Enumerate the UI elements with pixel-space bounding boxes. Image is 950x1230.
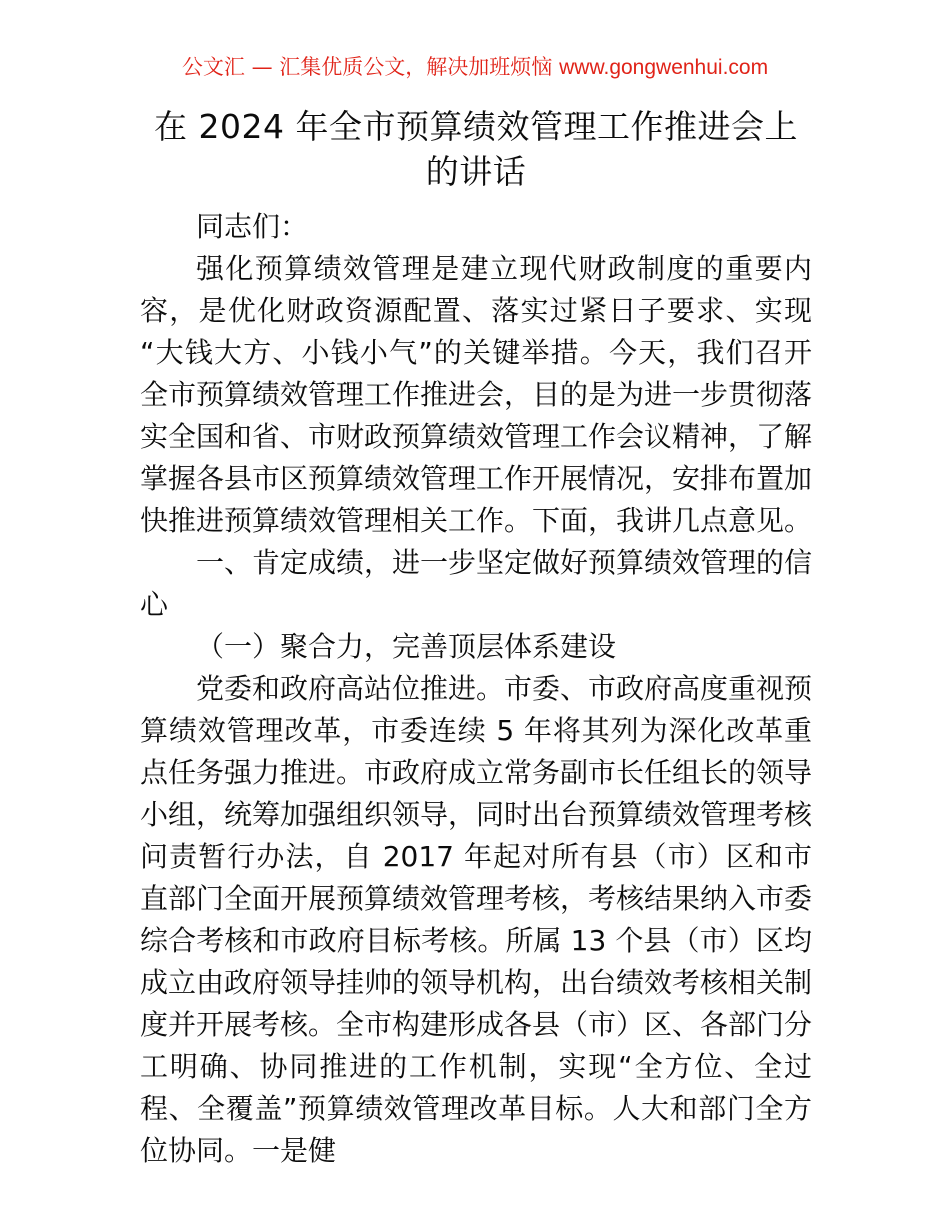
site-brand-text: 公文汇 — 汇集优质公文，解决加班烦恼 [181, 55, 553, 79]
site-watermark-header [0, 52, 950, 83]
site-url-text: www.gongwenhui.com [559, 56, 769, 79]
subsection-heading-one: （一）聚合力，完善顶层体系建设 [196, 630, 617, 663]
paragraph-intro: 强化预算绩效管理是建立现代财政制度的重要内容，是优化财政资源配置、落实过紧日子要求、实现“大钱大方、小钱小气”的关键举措。今天，我们召开全市预算绩效管理工作推进会，目的是为进一步贯彻落实全国和省、市财政预算绩效管理工作会议精神，了解掌握各县市区预算绩效管理工作开展情况，安排布置加快推进预算绩效管理相关工作。下面，我讲几点意见。 [140, 252, 813, 537]
salutation-line: 同志们： [196, 210, 309, 243]
paragraph-body-one: 党委和政府高站位推进。市委、市政府高度重视预算绩效管理改革，市委连续 5 年将其列为深化改革重点任务强力推进。市政府成立常务副市长任组长的领导小组，统筹加强组织领导，同时出台预算绩效管理考核问责暂行办法，自 2017 年起对所有县（市）区和市直部门全面开展预算绩效管理考核，考核结果纳入市委综合考核和市政府目标考核。所属 13 个县（市）区均成立由政府领导挂帅的领导机构，出台绩效考核相关制度并开展考核。全市构建形成各县（市）区、各部门分工明确、协同推进的工作机制，实现“全方位、全过程、全覆盖”预算绩效管理改革目标。人大和部门全方位协同。一是健 [140, 672, 813, 1167]
page-title: 在 2024 年全市预算绩效管理工作推进会上的讲话 [154, 107, 798, 191]
section-heading-one: 一、肯定成绩，进一步坚定做好预算绩效管理的信心 [140, 546, 813, 621]
document-body [140, 104, 812, 1172]
